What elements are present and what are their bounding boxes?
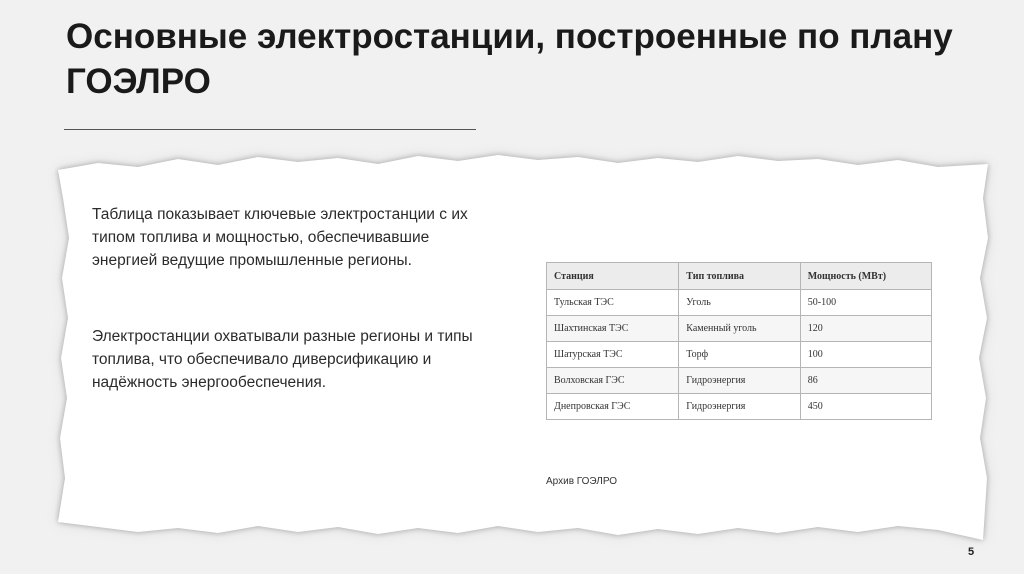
table-row [547,394,932,420]
table-header-row [547,263,932,290]
intro-paragraph: Таблица показывает ключевые электростанции с их типом топлива и мощностью, обеспечивавшие энергией ведущие промышленные регионы. [92,206,468,269]
header-fuel-type: Тип топлива [679,263,800,290]
cell-station: Волховская ГЭС [547,368,679,394]
cell-fuel-type: Уголь [679,290,800,316]
cell-fuel-type: Каменный уголь [679,316,800,342]
summary-paragraph: Электростанции охватывали разные регионы и типы топлива, что обеспечивало диверсификацию и надёжность энергообеспечения. [92,328,473,391]
table-caption: Архив ГОЭЛРО [546,476,618,487]
cell-station: Шатурская ТЭС [547,342,679,368]
cell-capacity: 50-100 [800,290,931,316]
cell-station: Шахтинская ТЭС [547,316,679,342]
cell-fuel-type: Торф [679,342,800,368]
table-row [547,342,932,368]
cell-station: Тульская ТЭС [547,290,679,316]
cell-capacity: 450 [800,394,931,420]
slide-title: Основные электростанции, построенные по плану ГОЭЛРО [66,17,953,101]
cell-fuel-type: Гидроэнергия [679,368,800,394]
cell-station: Днепровская ГЭС [547,394,679,420]
header-capacity: Мощность (МВт) [800,263,931,290]
table-row [547,368,932,394]
table-row [547,290,932,316]
table-row [547,316,932,342]
cell-capacity: 86 [800,368,931,394]
cell-capacity: 100 [800,342,931,368]
page-number: 5 [968,546,975,558]
header-station: Станция [547,263,679,290]
cell-fuel-type: Гидроэнергия [679,394,800,420]
cell-capacity: 120 [800,316,931,342]
power-stations-table [546,262,932,420]
title-divider [64,129,476,130]
